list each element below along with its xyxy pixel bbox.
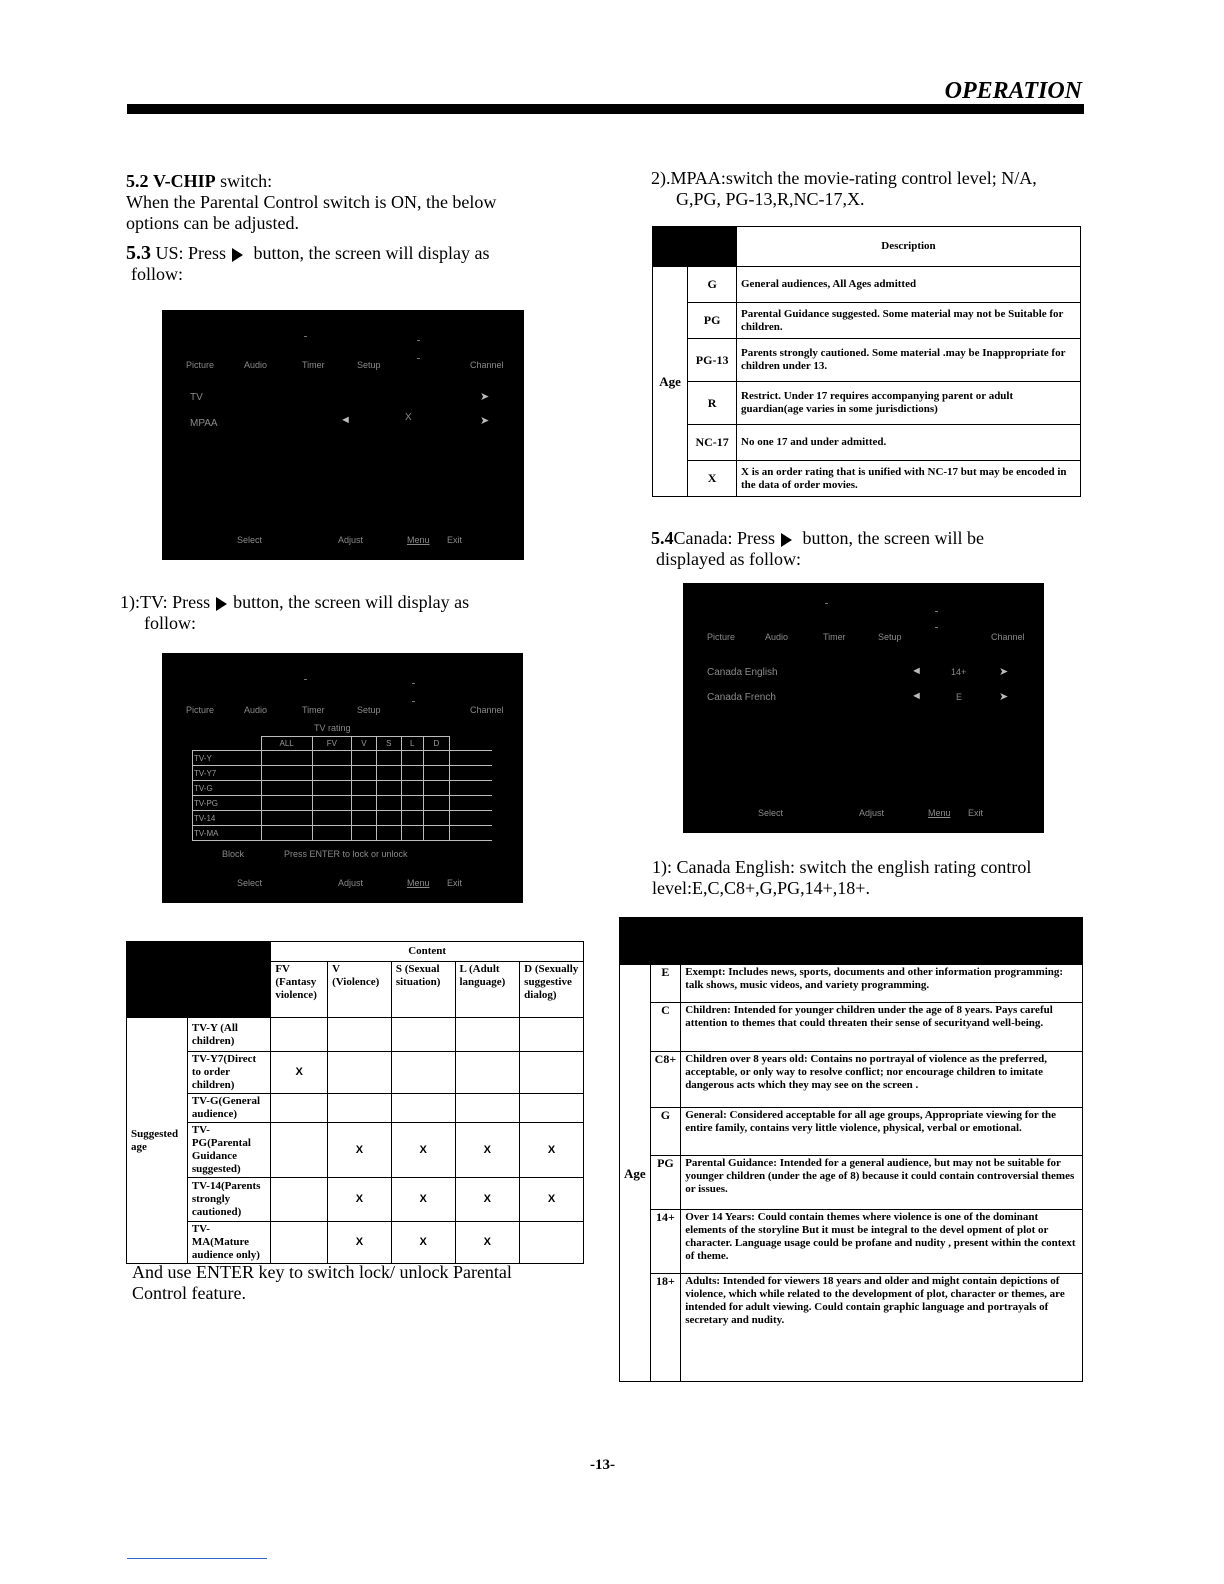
mpaa-intro: [651, 168, 1091, 210]
page-header-title: OPERATION: [944, 78, 1082, 104]
menu-row-tv[interactable]: TV: [190, 392, 203, 403]
table-corner: [653, 227, 737, 267]
table-row-name: TV-G(General audience): [187, 1094, 270, 1123]
block-label: Block: [222, 849, 245, 859]
body-text: And use ENTER key to switch lock/ unlock Parental: [132, 1262, 512, 1282]
grid-row-tv-ma: TV-MA: [193, 826, 262, 841]
footer-menu: Menu: [407, 878, 430, 888]
menu-tab-setup[interactable]: Setup: [357, 705, 381, 715]
arrow-left-icon: ◄: [911, 690, 922, 702]
table-row-name: TV-Y7(Direct to order children): [187, 1052, 270, 1094]
canada-english-intro: [652, 857, 1092, 899]
arrow-right-icon: ➤: [999, 666, 1009, 678]
grid-col-v: V: [352, 737, 377, 751]
rating-desc: Parental Guidance suggested. Some material may not be Suitable for children.: [737, 303, 1081, 339]
footer-exit: Exit: [447, 535, 463, 545]
body-text: displayed as follow:: [656, 549, 801, 569]
lock-hint: Press ENTER to lock or unlock: [284, 849, 408, 859]
footer-adjust: Adjust: [859, 808, 885, 818]
play-arrow-icon: [216, 597, 227, 611]
body-text: G,PG, PG-13,R,NC-17,X.: [676, 189, 865, 209]
mpaa-value: X: [405, 412, 412, 423]
menu-tab-picture[interactable]: Picture: [186, 360, 215, 370]
tv-content-table: Content FV (Fantasy violence) V (Violence) S (Sexual situation) L (Adult language) D (Sexually suggestive dialog) Suggested age TV-Y (All children) TV-Y7(Direct to order children) X TV-G(General audience) TV-PG(Parental Guidance suggested) X X X X TV-14(Parents strongly cautioned) X X X X TV-MA(Mature audience only) X X X: [126, 941, 584, 1264]
body-text: When the Parental Control switch is ON, the below: [126, 192, 497, 212]
body-text: follow:: [144, 613, 196, 633]
table-corner: [127, 942, 271, 1018]
menu-row-mpaa[interactable]: MPAA: [190, 418, 218, 429]
menu-tab-audio[interactable]: Audio: [244, 360, 268, 370]
rating-code: NC-17: [688, 425, 737, 461]
grid-col-s: S: [376, 737, 401, 751]
rating-desc: General: Considered acceptable for all age groups, Appropriate viewing for the entire family, contains very little violence, physical, verbal or emotional.: [681, 1108, 1083, 1156]
footer-select: Select: [758, 808, 784, 818]
rating-code: C8+: [650, 1052, 681, 1108]
section-title: V-CHIP: [153, 171, 216, 191]
section-number: 5.3: [126, 242, 151, 264]
grid-row-tv-y7: TV-Y7: [193, 766, 262, 781]
tv-rating-title: TV rating: [314, 723, 351, 733]
suggested-age-label: Suggested age: [127, 1018, 188, 1264]
col-header-v: V (Violence): [328, 962, 392, 1018]
table-row-name: TV-14(Parents strongly cautioned): [187, 1178, 270, 1222]
footer-adjust: Adjust: [338, 535, 364, 545]
body-text: Control feature.: [132, 1283, 246, 1303]
body-text: 2).MPAA:switch the movie-rating control level; N/A,: [651, 168, 1037, 188]
rating-desc: Over 14 Years: Could contain themes where violence is one of the dominant elements of the storyline But it must be integral to the devel opment of plot or character. Language usage could be profane and nudity , present within the context of theme.: [681, 1210, 1083, 1274]
play-arrow-icon: [232, 248, 243, 262]
rating-desc: Adults: Intended for viewers 18 years and older and might contain depictions of violence, which while related to the development of plot, character or themes, are intended for adult viewing. Could contain graphic language and portrayals of secretary and nudity.: [681, 1274, 1083, 1382]
grid-row-tv-pg: TV-PG: [193, 796, 262, 811]
body-text: US: Press: [155, 243, 227, 263]
canada-french-value: E: [956, 692, 963, 702]
arrow-left-icon: ◄: [911, 665, 922, 677]
rating-desc: X is an order rating that is unified with NC-17 but may be encoded in the data of order movies.: [737, 461, 1081, 497]
rating-code: C: [650, 1003, 681, 1052]
menu-tab-timer[interactable]: Timer: [823, 632, 846, 642]
menu-tab-audio[interactable]: Audio: [244, 705, 268, 715]
menu-tab-picture[interactable]: Picture: [707, 632, 736, 642]
col-header-l: L (Adult language): [455, 962, 520, 1018]
screen-us: [162, 310, 524, 560]
footer-exit: Exit: [447, 878, 463, 888]
col-header-s: S (Sexual situation): [391, 962, 455, 1018]
table-row-name: TV-MA(Mature audience only): [187, 1222, 270, 1264]
rating-code: 18+: [650, 1274, 681, 1382]
grid-col-all: ALL: [261, 737, 312, 751]
table-row-name: TV-PG(Parental Guidance suggested): [187, 1123, 270, 1178]
footer-menu: Menu: [928, 808, 951, 818]
tv-rating-grid: [192, 736, 492, 841]
section-title-suffix: switch:: [220, 171, 273, 191]
grid-row-tv-g: TV-G: [193, 781, 262, 796]
header-rule: [127, 104, 1084, 114]
content-header: Content: [271, 942, 584, 962]
rating-desc: Children over 8 years old: Contains no portrayal of violence as the preferred, acceptable, or only way to resolve conflict; nor encourage children to imitate dangerous acts which they may see on the screen .: [681, 1052, 1083, 1108]
menu-tab-setup[interactable]: Setup: [357, 360, 381, 370]
rating-desc: Parents strongly cautioned. Some material .may be Inappropriate for children under 13.: [737, 339, 1081, 382]
tv-instructions: [120, 592, 560, 634]
col-header-d: D (Sexually suggestive dialog): [520, 962, 584, 1018]
section-number: 5.2: [126, 171, 149, 191]
rating-code: PG: [650, 1156, 681, 1210]
menu-tab-channel[interactable]: Channel: [991, 632, 1025, 642]
rating-desc: Parental Guidance: Intended for a general audience, but may not be suitable for younger children (under the age of 8) because it could contain controversial themes or issues.: [681, 1156, 1083, 1210]
footer-select: Select: [237, 878, 263, 888]
rating-code: E: [650, 965, 681, 1003]
description-header: Description: [737, 227, 1081, 267]
age-label: Age: [620, 965, 651, 1382]
canada-english-value: 14+: [951, 667, 967, 677]
rating-desc: Exempt: Includes news, sports, documents and other information programming: talk shows, music videos, and variety programming.: [681, 965, 1083, 1003]
menu-tab-channel[interactable]: Channel: [470, 360, 504, 370]
grid-row-tv-y: TV-Y: [193, 751, 262, 766]
rating-code: G: [688, 267, 737, 303]
menu-row-canada-french[interactable]: Canada French: [707, 692, 776, 703]
section-5-3: [126, 243, 566, 285]
footer-adjust: Adjust: [338, 878, 364, 888]
footer-menu: Menu: [407, 535, 430, 545]
footer-exit: Exit: [968, 808, 984, 818]
play-arrow-icon: [781, 533, 792, 547]
arrow-right-icon: ➤: [480, 391, 490, 403]
section-number: 5.4: [651, 528, 674, 548]
canada-table-header-bar: [619, 917, 1083, 964]
arrow-right-icon: ➤: [480, 415, 490, 427]
rating-code: G: [650, 1108, 681, 1156]
menu-tab-timer[interactable]: Timer: [302, 360, 325, 370]
body-text: options can be adjusted.: [126, 213, 299, 233]
body-text: level:E,C,C8+,G,PG,14+,18+.: [652, 878, 870, 898]
menu-tab-audio[interactable]: Audio: [765, 632, 789, 642]
arrow-right-icon: ➤: [999, 691, 1009, 703]
rating-code: R: [688, 382, 737, 425]
col-header-fv: FV (Fantasy violence): [271, 962, 328, 1018]
body-text: button, the screen will display as: [233, 592, 470, 612]
footer-select: Select: [237, 535, 263, 545]
rating-desc: Restrict. Under 17 requires accompanying parent or adult guardian(age varies in some jurisdictions): [737, 382, 1081, 425]
body-text: button, the screen will display as: [253, 243, 490, 263]
rating-desc: No one 17 and under admitted.: [737, 425, 1081, 461]
page-number: -13-: [590, 1457, 615, 1473]
screen-canada: [683, 583, 1044, 833]
menu-tab-setup[interactable]: Setup: [878, 632, 902, 642]
rating-code: X: [688, 461, 737, 497]
rating-code: PG: [688, 303, 737, 339]
body-text: button, the screen will be: [802, 528, 984, 548]
menu-tab-channel[interactable]: Channel: [470, 705, 504, 715]
screen-tv-rating: [162, 653, 523, 903]
canada-table: [619, 964, 1083, 1382]
body-text: follow:: [131, 264, 183, 284]
enter-key-note: [132, 1262, 572, 1304]
body-text: Canada: Press: [673, 528, 775, 548]
section-5-4: [651, 528, 1091, 570]
menu-tab-picture[interactable]: Picture: [186, 705, 215, 715]
rating-desc: General audiences, All Ages admitted: [737, 267, 1081, 303]
rating-desc: Children: Intended for younger children under the age of 8 years. Pays careful attention to themes that could threaten their sense of securityand well-being.: [681, 1003, 1083, 1052]
rating-code: PG-13: [688, 339, 737, 382]
grid-row-tv-14: TV-14: [193, 811, 262, 826]
table-row-name: TV-Y (All children): [187, 1018, 270, 1052]
grid-col-fv: FV: [312, 737, 351, 751]
arrow-left-icon: ◄: [340, 414, 351, 426]
mpaa-table: [652, 226, 1081, 497]
grid-col-d: D: [423, 737, 449, 751]
grid-col-l: L: [401, 737, 423, 751]
section-5-2: [126, 171, 566, 234]
menu-row-canada-english[interactable]: Canada English: [707, 667, 778, 678]
rating-code: 14+: [650, 1210, 681, 1274]
footer-link-line: [127, 1558, 267, 1559]
body-text: 1):TV: Press: [120, 592, 211, 612]
age-label: Age: [653, 267, 688, 497]
menu-tab-timer[interactable]: Timer: [302, 705, 325, 715]
body-text: 1): Canada English: switch the english rating control: [652, 857, 1032, 877]
